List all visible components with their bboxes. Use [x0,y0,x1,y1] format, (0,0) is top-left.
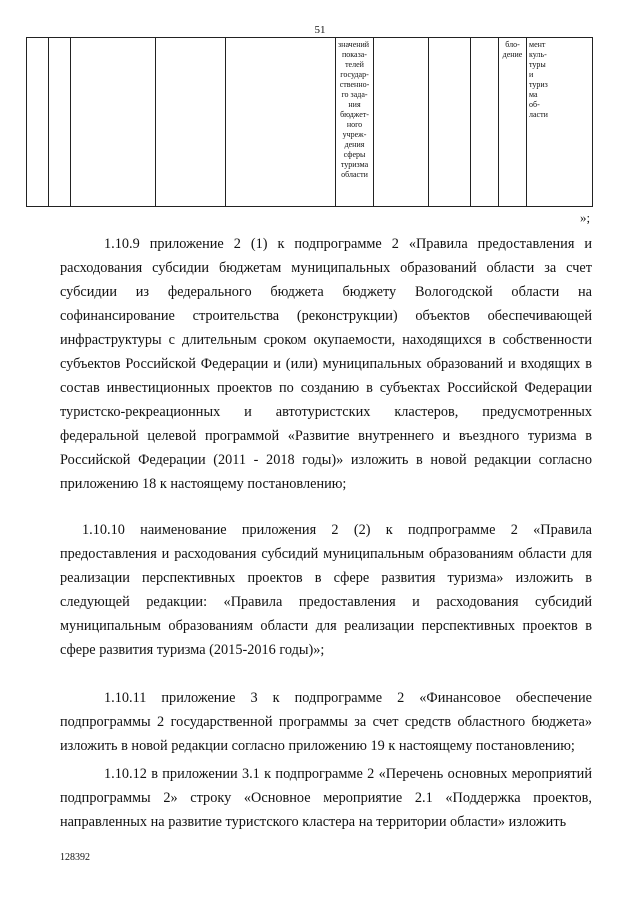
table-cell-empty [27,38,49,207]
cell-line: государ- [340,70,369,79]
cell-line: учреж- [342,130,367,139]
table-cell-empty [429,38,471,207]
table-cell-empty [374,38,429,207]
cell-line: куль- [529,50,547,59]
table-cell-empty [71,38,156,207]
cell-line: туризма [340,160,369,169]
cell-line: показа- [342,50,367,59]
table-fragment [26,37,592,207]
paragraph-1-10-11 [60,686,592,758]
page-number: 51 [314,24,326,36]
cell-line: ственно- [339,80,370,89]
paragraph-text: 1.10.10 наименование приложения 2 (2) к подпрограмме 2 «Правила предоставления и расходования субсидий муниципальным образованиям области для реализации перспективных проектов в сфере развития туризма» изложить в следующей редакции: «Правила предоставления и расходования субсидий муниципальным образованиям области для реализации перспективных проектов в сфере развития туризма (2015-2016 годы)»; [60,522,592,658]
table-cell-indicator-description [336,38,374,207]
paragraph-text: 1.10.12 в приложении 3.1 к подпрограмме 2 «Перечень основных мероприятий подпрограммы 2» строку «Основное мероприятие 2.1 «Поддержка проектов, направленных на развитие туристского кластера на территории области» изложить [60,766,592,830]
cell-line: мент [529,40,546,49]
cell-line: го зада- [341,90,368,99]
document-code: 128392 [60,852,90,863]
cell-line: ма [529,90,538,99]
table-cell-responsibility [499,38,527,207]
cell-line: туры [529,60,546,69]
cell-line: телей [345,60,364,69]
cell-line: значений [338,40,370,49]
table-cell-empty [471,38,499,207]
cell-line: об- [529,100,540,109]
cell-line: бло- [505,40,520,49]
cell-line: дения [344,140,365,149]
table-cell-empty [226,38,336,207]
paragraph-text: 1.10.11 приложение 3 к подпрограмме 2 «Финансовое обеспечение подпрограммы 2 государственной программы за счет средств областного бюджета» изложить в новой редакции согласно приложению 19 к настоящему постановлению; [60,690,592,754]
paragraph-1-10-12 [60,762,592,834]
cell-line: ного [346,120,363,129]
cell-line: и [529,70,534,79]
cell-line: дение [502,50,523,59]
cell-line: сферы [343,150,366,159]
cell-line: бюджет- [340,110,369,119]
paragraph-1-10-9 [60,232,592,496]
cell-line: ния [348,100,361,109]
cell-line: области [341,170,368,179]
table-cell-empty [156,38,226,207]
cell-line: ласти [529,110,548,119]
paragraph-1-10-10 [60,518,592,662]
cell-line: туриз [529,80,548,89]
table-cell-empty [49,38,71,207]
paragraph-text: 1.10.9 приложение 2 (1) к подпрограмме 2 «Правила предоставления и расходования субсидии бюджетам муниципальных образований области за счет субсидии из федерального бюджета бюджету Вологодской области на софинансирование строительства (реконструкции) объектов обеспечивающей инфраструктуры с длительным сроком окупаемости, находящихся в собственности субъектов Российской Федерации и (или) муниципальных образований и входящих в состав инвестиционных проектов по созданию в субъектах Российской Федерации туристско-рекреационных и автотуристских кластеров, предусмотренных федеральной целевой программой «Развитие внутреннего и въездного туризма в Российской Федерации (2011 - 2018 годы)» изложить в новой редакции согласно приложению 18 к настоящему постановлению; [60,236,592,492]
closing-quote: »; [580,210,591,225]
table-cell-department [527,38,593,207]
